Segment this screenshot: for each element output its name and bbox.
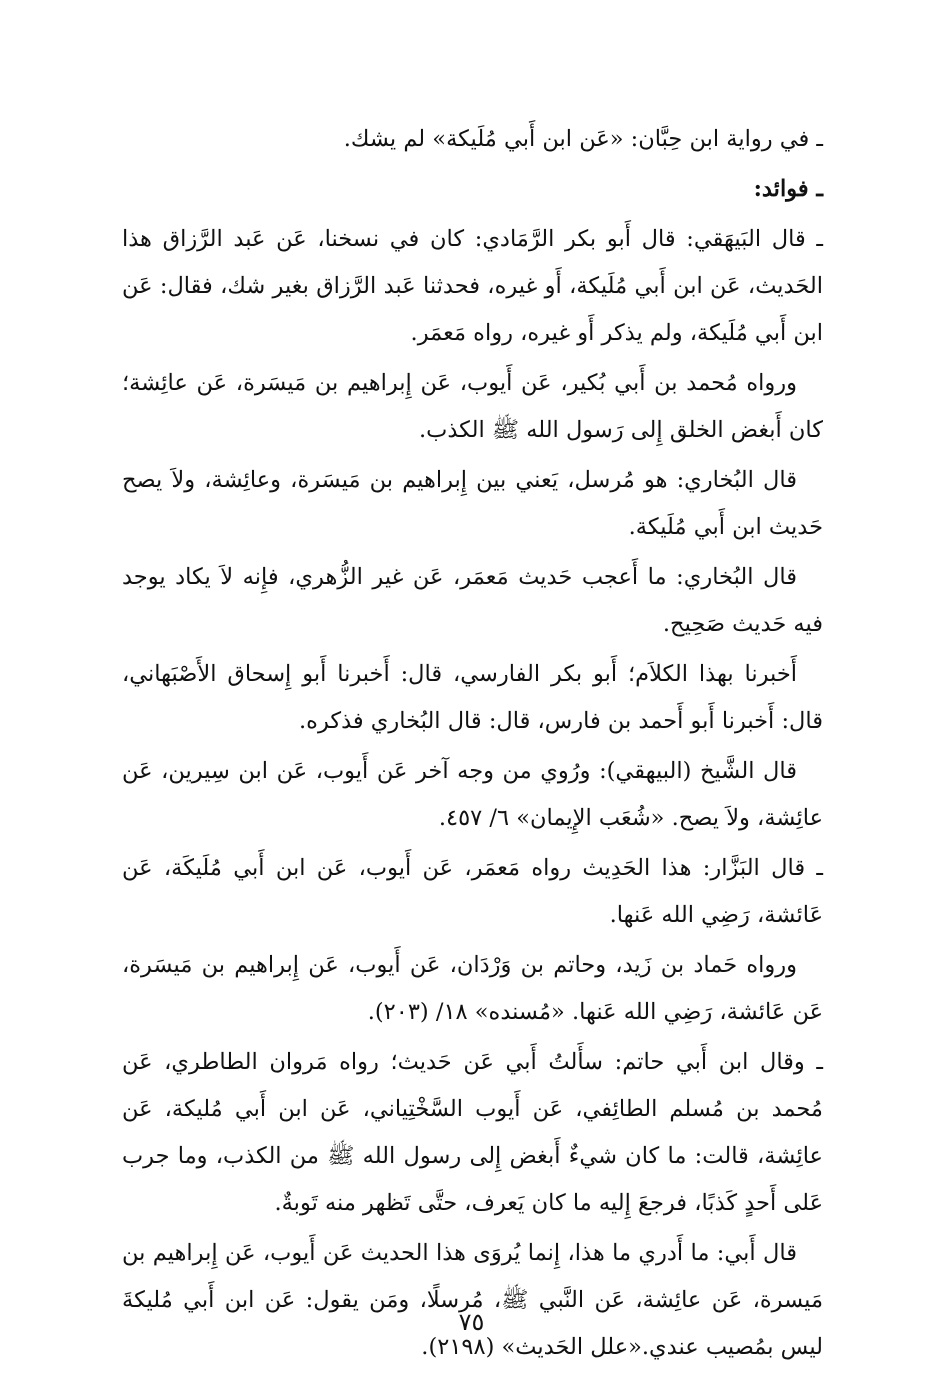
paragraph-ibn-hibban-narration: ـ في رواية ابن حِبَّان: «عَن ابن أَبي مُلَيكة» لم يشك. bbox=[343, 126, 823, 152]
paragraph-bayhaqi-ramadi: ـ قال البَيهَقي: قال أَبو بكر الرَّمَادي: كان في نسخنا، عَن عَبد الرَّزاق هذا الحَديث، عَن ابن أَبي مُلَيكة، أَو غيره، فحدثنا عَبد الرَّزاق بغير شك، فقال: عَن ابن أَبي مُلَيكة، ولم يذكر أَو غيره، رواه مَعمَر. bbox=[122, 226, 823, 346]
paragraph-muhammad-ibn-abi-bukayr: ورواه مُحمد بن أَبي بُكير، عَن أَيوب، عَن إِبراهيم بن مَيسَرة، عَن عائِشة؛ كان أَبغض الخلق إِلى رَسول الله ﷺ الكذب. bbox=[122, 370, 823, 443]
page-number: ٧٥ bbox=[458, 1308, 485, 1336]
paragraph-hammad-ibn-zayd: ورواه حَماد بن زَيد، وحاتم بن وَرْدَان، عَن أَيوب، عَن إِبراهيم بن مَيسَرة، عَن عَائشة، رَضِي الله عَنها. «مُسنده» ١٨/ (٢٠٣). bbox=[122, 952, 823, 1025]
paragraph-bukhari-mursal: قال البُخاري: هو مُرسل، يَعني بين إِبراهيم بن مَيسَرة، وعائِشة، ولاَ يصح حَديث ابن أَبي مُلَيكة. bbox=[122, 467, 823, 540]
section-heading-benefits: ـ فوائد: bbox=[753, 176, 823, 202]
paragraph-abu-hatim-answer: قال أَبي: ما أَدري ما هذا، إِنما يُروَى هذا الحديث عَن أَيوب، عَن إِبراهيم بن مَيسرة، عَن عائِشة، عَن النَّبي ﷺ، مُرسلًا، ومَن يقول: عَن ابن أَبي مُليكةَ ليس بمُصيب عندي.«علل الحَديث» (٢١٩٨). bbox=[122, 1240, 823, 1360]
paragraph-ibn-abi-hatim: ـ وقال ابن أَبي حاتم: سأَلتُ أَبي عَن حَديث؛ رواه مَروان الطاطري، عَن مُحمد بن مُسلم الطائِفي، عَن أَيوب السَّخْتِياني، عَن ابن أَبي مُليكة، عَن عائِشة، قالت: ما كان شيءٌ أَبغض إِلى رسول الله ﷺ من الكذب، وما جرب عَلى أَحدٍ كَذبًا، فرجعَ إِليه ما كان يَعرف، حتَّى تَظهر منه تَوبةٌ. bbox=[122, 1049, 823, 1216]
paragraph-isnad-akhbarana: أَخبرنا بهذا الكلاَم؛ أَبو بكر الفارسي، قال: أَخبرنا أَبو إِسحاق الأَصْبَهاني، قال: أَخبرنا أَبو أَحمد بن فارس، قال: قال البُخاري فذكره. bbox=[122, 661, 823, 734]
paragraph-shaykh-bayhaqi: قال الشَّيخ (البيهقي): ورُوي من وجه آخر عَن أَيوب، عَن ابن سِيرين، عَن عائِشة، ولاَ يصح. «شُعَب الإِيمان» ٦/ ٤٥٧. bbox=[122, 758, 823, 831]
paragraph-bazzar: ـ قال البَزَّار: هذا الحَدِيث رواه مَعمَر، عَن أَيوب، عَن ابن أَبي مُلَيكَة، عَن عَائشة، رَضِي الله عَنها. bbox=[122, 855, 823, 928]
text-body bbox=[122, 116, 823, 1374]
paragraph-bukhari-mamar: قال البُخاري: ما أَعجب حَديث مَعمَر، عَن غير الزُّهري، فإِنه لاَ يكاد يوجد فيه حَديث صَحِيح. bbox=[122, 564, 823, 637]
